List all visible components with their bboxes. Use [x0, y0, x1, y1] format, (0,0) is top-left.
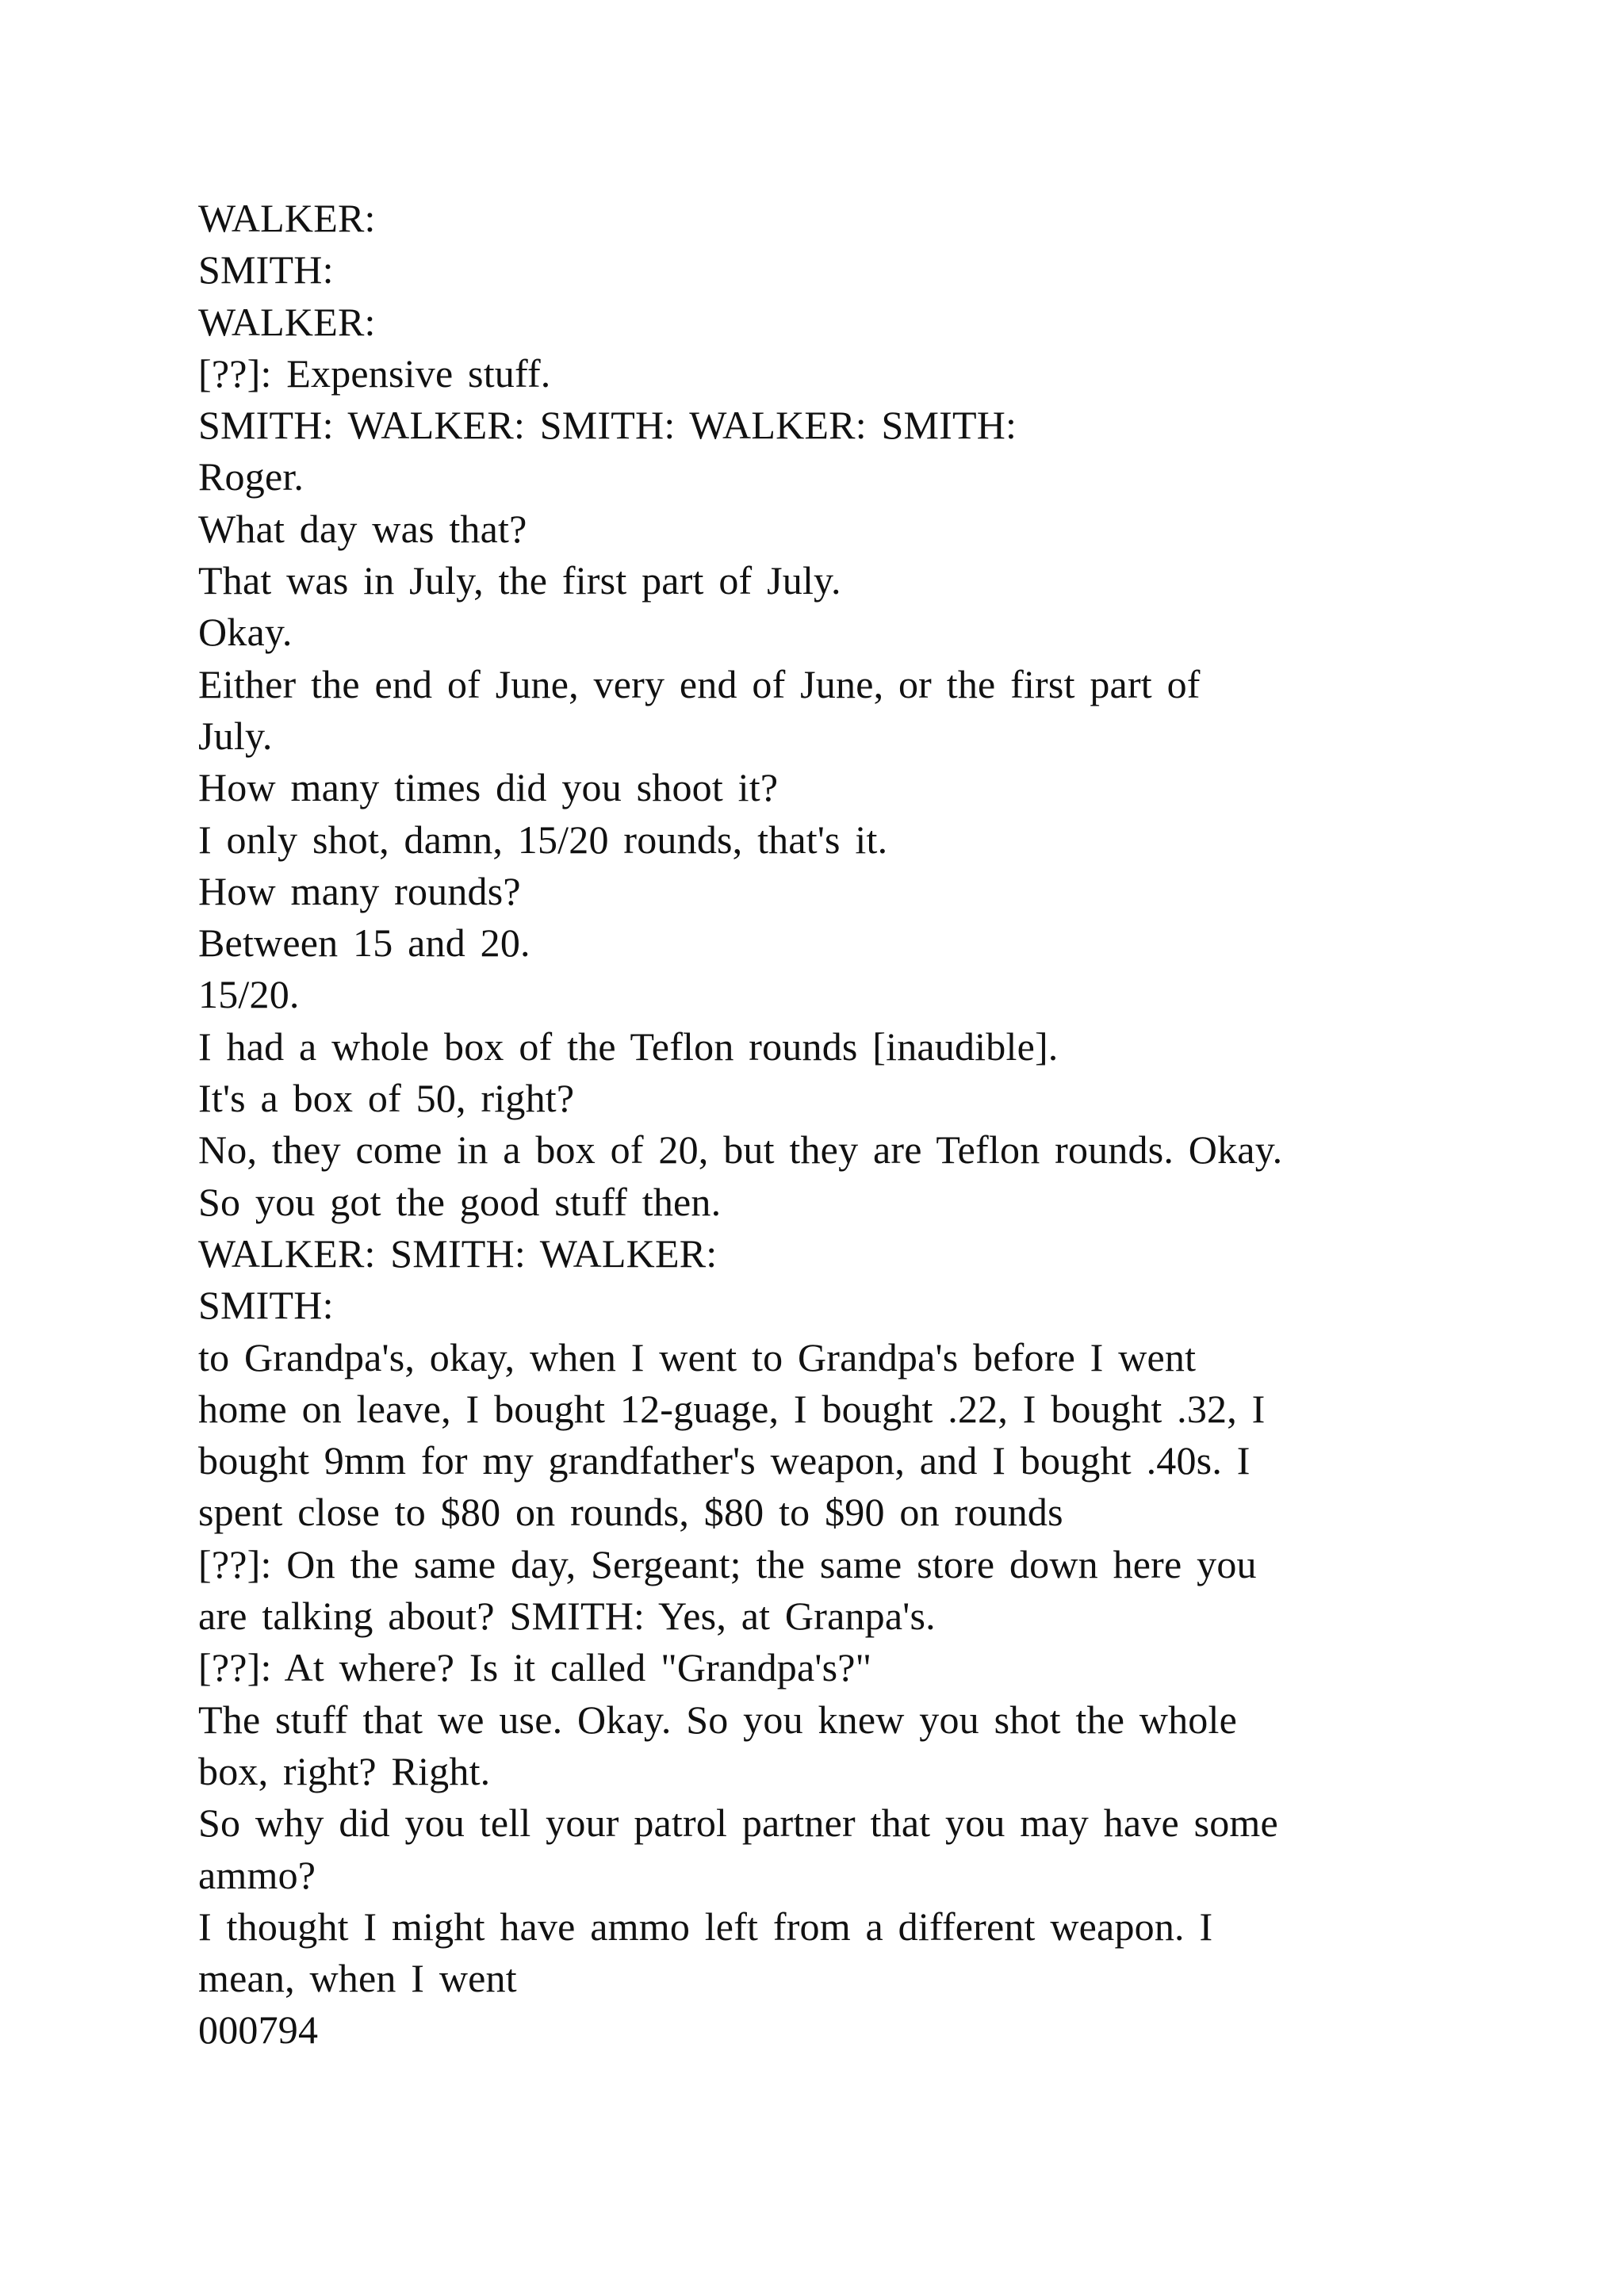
- transcript-line: SMITH:: [198, 1283, 334, 1328]
- transcript-line: It's a box of 50, right?: [198, 1076, 575, 1121]
- transcript-line: I thought I might have ammo left from a different weapon. I: [198, 1904, 1213, 1949]
- transcript-line: WALKER:: [198, 196, 376, 240]
- transcript-line: [??]: On the same day, Sergeant; the same store down here you: [198, 1541, 1257, 1586]
- transcript-line: 15/20.: [198, 972, 300, 1017]
- transcript-line: ammo?: [198, 1852, 316, 1897]
- transcript-line: to Grandpa's, okay, when I went to Grandpa's before I went: [198, 1334, 1197, 1380]
- transcript-text: [198, 193, 1435, 2057]
- transcript-line: I only shot, damn, 15/20 rounds, that's it.: [198, 817, 888, 862]
- transcript-line: are talking about? SMITH: Yes, at Granpa's.: [198, 1594, 936, 1639]
- transcript-line: How many times did you shoot it?: [198, 765, 779, 810]
- transcript-line: Okay.: [198, 610, 293, 655]
- transcript-line: How many rounds?: [198, 868, 521, 913]
- transcript-line: spent close to $80 on rounds, $80 to $90 on rounds: [198, 1490, 1063, 1535]
- transcript-line: The stuff that we use. Okay. So you knew you shot the whole: [198, 1697, 1237, 1742]
- transcript-line: WALKER: SMITH: WALKER:: [198, 1230, 718, 1276]
- transcript-line: SMITH:: [198, 247, 334, 293]
- transcript-line: Roger.: [198, 454, 304, 499]
- transcript-line: What day was that?: [198, 506, 527, 551]
- transcript-line: Between 15 and 20.: [198, 920, 530, 966]
- transcript-line: No, they come in a box of 20, but they are Teflon rounds. Okay.: [198, 1127, 1283, 1173]
- transcript-line: bought 9mm for my grandfather's weapon, and I bought .40s. I: [198, 1438, 1251, 1483]
- transcript-line: So why did you tell your patrol partner that you may have some: [198, 1800, 1278, 1846]
- transcript-line: That was in July, the first part of July.: [198, 558, 841, 603]
- transcript-line: WALKER:: [198, 299, 376, 344]
- bates-number: 000794: [198, 2007, 319, 2053]
- transcript-line: July.: [198, 713, 273, 758]
- transcript-line: Either the end of June, very end of June, or the first part of: [198, 661, 1201, 706]
- transcript-line: SMITH: WALKER: SMITH: WALKER: SMITH:: [198, 403, 1017, 448]
- transcript-line: [??]: At where? Is it called "Grandpa's?": [198, 1645, 872, 1690]
- transcript-line: mean, when I went: [198, 1956, 517, 2001]
- transcript-line: I had a whole box of the Teflon rounds [inaudible].: [198, 1024, 1059, 1069]
- transcript-line: home on leave, I bought 12-guage, I bought .22, I bought .32, I: [198, 1386, 1266, 1431]
- transcript-line: So you got the good stuff then.: [198, 1179, 722, 1224]
- transcript-line: box, right? Right.: [198, 1748, 491, 1793]
- transcript-line: [??]: Expensive stuff.: [198, 350, 551, 396]
